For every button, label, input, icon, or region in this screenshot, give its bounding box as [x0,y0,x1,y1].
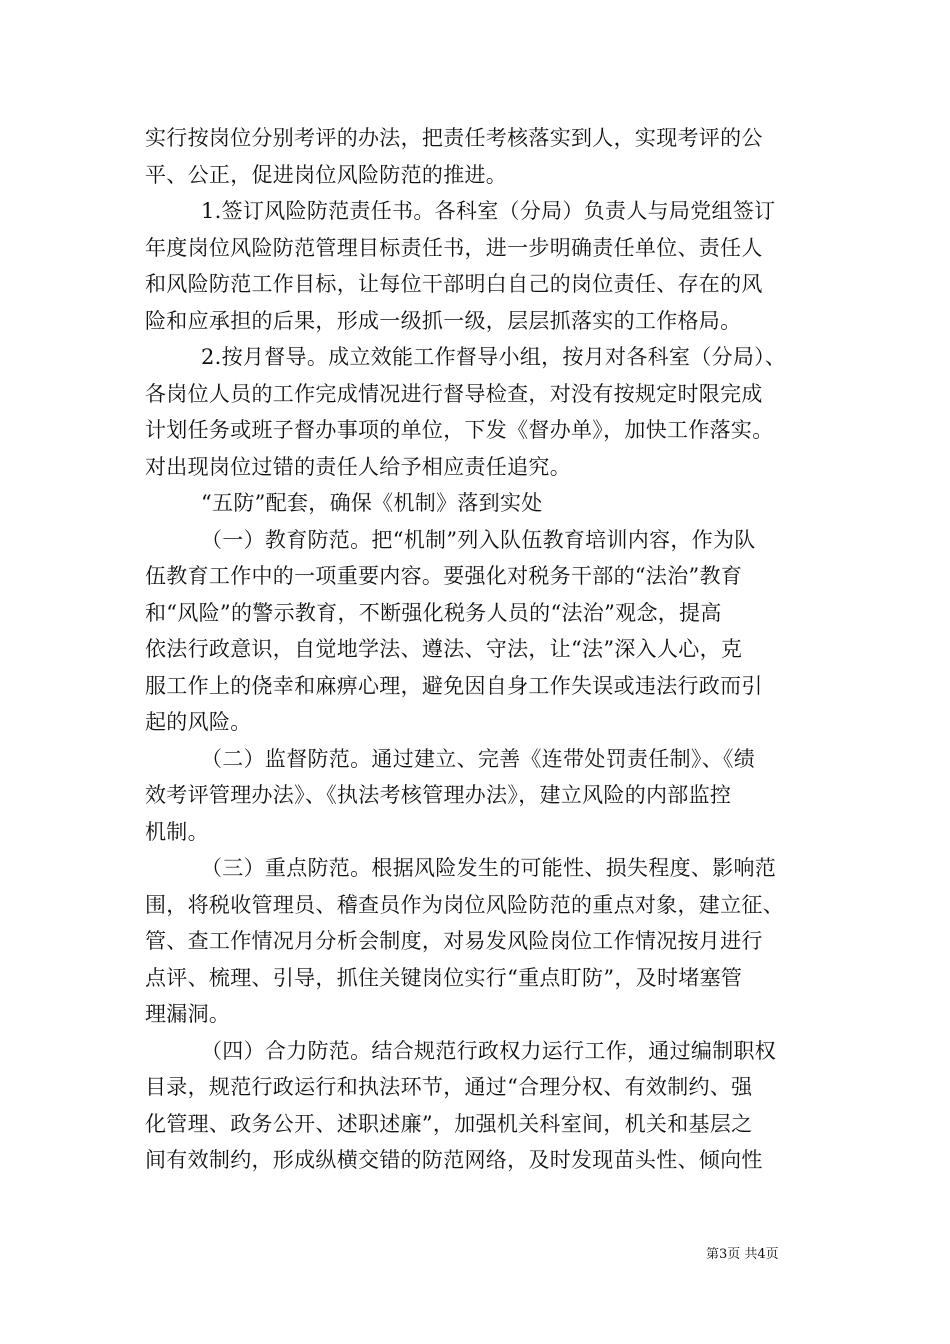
text-line: 2.按月督导。成立效能工作督导小组，按月对各科室（分局）、 [201,345,787,369]
document-body [145,120,820,1179]
text-line: 效考评管理办法》、《执法考核管理办法》，建立风险的内部监控 [145,783,732,807]
text-line: 机制。 [145,819,209,844]
page-number-footer: 第3页 共4页 [706,1247,779,1262]
section-heading: “五防”配套，确保《机制》落到实处 [201,491,543,515]
text-line: 围，将税收管理员、稽查员作为岗位风险防范的重点对象，建立征、 [145,892,784,917]
text-line: 和风险防范工作目标，让每位干部明白自己的岗位责任、存在的风 [145,272,763,296]
text-line: 起的风险。 [145,710,252,734]
text-line: 实行按岗位分别考评的办法，把责任考核落实到人，实现考评的公 [145,126,763,150]
text-line: 1.签订风险防范责任书。各科室（分局）负责人与局党组签订 [201,199,776,223]
text-line: 平、公正，促进岗位风险防范的推进。 [145,162,508,187]
text-line: 依法行政意识，自觉地学法、遵法、守法，让“法”深入人心，克 [145,637,743,661]
text-line: 化管理、政务公开、述职述廉”，加强机关科室间，机关和基层之 [145,1111,753,1136]
text-line: 对出现岗位过错的责任人给予相应责任追究。 [145,454,571,479]
text-line: 计划任务或班子督办事项的单位，下发《督办单》，加快工作落实。 [145,418,774,442]
text-line: 目录，规范行政运行和执法环节，通过“合理分权、有效制约、强 [145,1075,753,1099]
text-line: 险和应承担的后果，形成一级抓一级，层层抓落实的工作格局。 [145,308,742,333]
text-line: 点评、梳理、引导，抓住关键岗位实行“重点盯防”，及时堵塞管 [145,965,743,990]
text-line: （二）监督防范。通过建立、完善《连带处罚责任制》、《绩 [201,746,756,771]
text-line: （一）教育防范。把“机制”列入队伍教育培训内容，作为队 [201,527,756,552]
text-line: 管、查工作情况月分析会制度，对易发风险岗位工作情况按月进行 [145,929,763,953]
text-line: 伍教育工作中的一项重要内容。要强化对税务干部的“法治”教育 [145,564,743,588]
text-line: 和“风险”的警示教育，不断强化税务人员的“法治”观念，提高 [145,600,722,625]
text-line: 理漏洞。 [145,1002,231,1026]
text-line: （四）合力防范。结合规范行政权力运行工作，通过编制职权 [201,1038,777,1063]
text-line: 服工作上的侥幸和麻痹心理，避免因自身工作失误或违法行政而引 [145,673,763,698]
text-line: 年度岗位风险防范管理目标责任书，进一步明确责任单位、责任人 [145,235,763,260]
text-line: 间有效制约，形成纵横交错的防范网络，及时发现苗头性、倾向性 [145,1148,763,1172]
text-line: 各岗位人员的工作完成情况进行督导检查，对没有按规定时限完成 [145,381,763,406]
text-line: （三）重点防范。根据风险发生的可能性、损失程度、影响范 [201,856,777,880]
